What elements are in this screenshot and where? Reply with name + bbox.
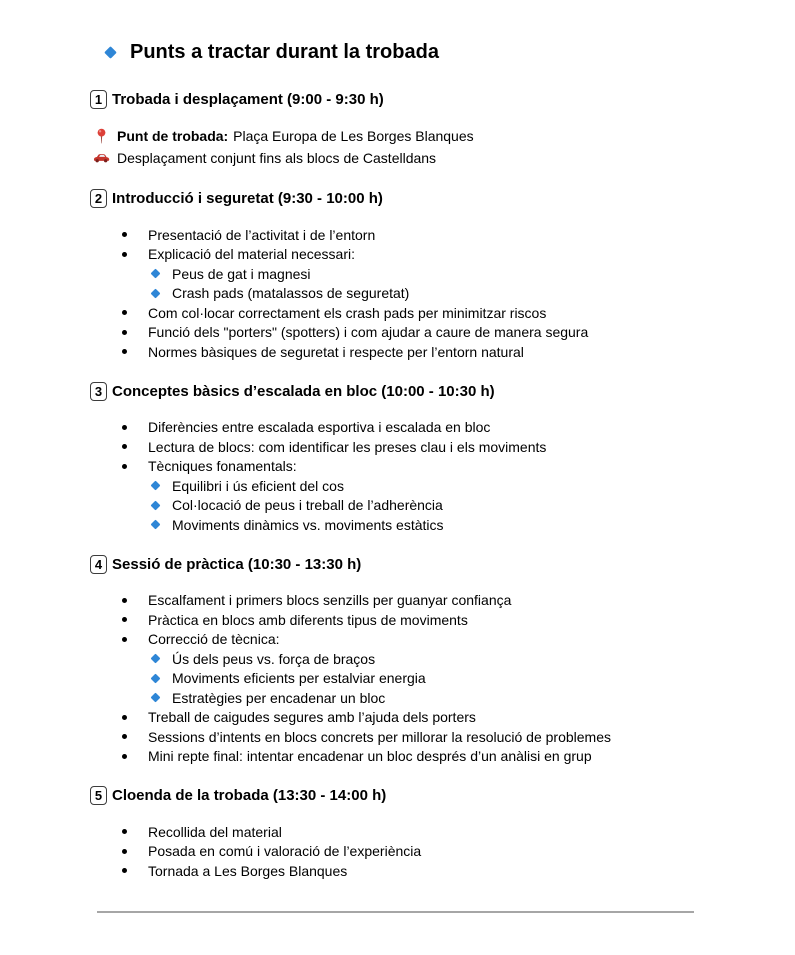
section-heading-text: Sessió de pràctica (10:30 - 13:30 h) bbox=[112, 555, 362, 573]
bullet-list bbox=[90, 822, 700, 881]
list-item bbox=[90, 591, 700, 611]
bullet-dot-icon bbox=[122, 598, 127, 603]
list-item bbox=[90, 264, 700, 284]
list-item bbox=[90, 649, 700, 669]
list-item bbox=[90, 630, 700, 650]
bullet-dot-icon bbox=[122, 464, 127, 469]
section-heading-5 bbox=[90, 786, 700, 805]
list-item bbox=[90, 822, 700, 842]
list-item-text: Recollida del material bbox=[148, 823, 282, 840]
list-item bbox=[90, 515, 700, 535]
list-item bbox=[90, 225, 700, 245]
list-item-text: Lectura de blocs: com identificar les preses clau i els moviments bbox=[148, 438, 547, 455]
bullet-dot-icon bbox=[122, 637, 127, 642]
blue-diamond-icon bbox=[151, 500, 161, 510]
bullet-dot-icon bbox=[122, 330, 127, 335]
keycap-number-icon: 3 bbox=[90, 382, 107, 401]
list-item-text: Col·locació de peus i treball de l’adherència bbox=[172, 497, 443, 514]
list-item-text: Moviments dinàmics vs. moviments estàtics bbox=[172, 516, 444, 533]
list-item bbox=[90, 747, 700, 767]
bullet-dot-icon bbox=[122, 849, 127, 854]
list-item bbox=[90, 245, 700, 265]
list-item-text: Presentació de l’activitat i de l’entorn bbox=[148, 226, 376, 243]
blue-diamond-icon bbox=[151, 481, 161, 491]
section-heading-text: Introducció i seguretat (9:30 - 10:00 h) bbox=[112, 190, 383, 207]
list-item bbox=[90, 688, 700, 708]
list-item-text: Correcció de tècnica: bbox=[148, 631, 280, 648]
bullet-list bbox=[90, 591, 700, 767]
blue-diamond-icon bbox=[151, 288, 161, 298]
list-item bbox=[90, 496, 700, 516]
section-heading-2 bbox=[90, 189, 700, 208]
list-item-text: Tornada a Les Borges Blanques bbox=[148, 862, 348, 879]
list-item bbox=[90, 708, 700, 728]
list-item-text: Escalfament i primers blocs senzills per guanyar confiança bbox=[148, 592, 512, 609]
section-heading-4 bbox=[90, 555, 700, 574]
list-item-text: Diferències entre escalada esportiva i escalada en bloc bbox=[148, 419, 491, 436]
list-item bbox=[90, 323, 700, 343]
bullet-dot-icon bbox=[122, 425, 127, 430]
list-item-text: Pràctica en blocs amb diferents tipus de moviments bbox=[148, 611, 468, 628]
list-item bbox=[90, 125, 700, 147]
bullet-list bbox=[90, 418, 700, 535]
keycap-number-icon: 1 bbox=[90, 90, 107, 109]
list-item-text: Com col·locar correctament els crash pads per minimitzar riscos bbox=[148, 304, 547, 321]
document-title bbox=[90, 40, 700, 64]
bullet-dot-icon bbox=[122, 232, 127, 237]
bullet-dot-icon bbox=[122, 310, 127, 315]
section-heading-text: Conceptes bàsics d’escalada en bloc (10:00 - 10:30 h) bbox=[112, 382, 495, 400]
list-item-text: Crash pads (matalassos de seguretat) bbox=[172, 285, 410, 302]
info-list bbox=[90, 125, 700, 169]
list-item bbox=[90, 842, 700, 862]
keycap-number-icon: 5 bbox=[90, 786, 107, 805]
list-item-text: Mini repte final: intentar encadenar un bloc després d’un anàlisi en grup bbox=[148, 748, 592, 765]
list-item-text: Posada en comú i valoració de l’experiència bbox=[148, 843, 422, 860]
list-item-text: Tècniques fonamentals: bbox=[148, 458, 297, 475]
keycap-number-icon: 2 bbox=[90, 189, 107, 208]
list-item bbox=[90, 342, 700, 362]
list-item bbox=[90, 284, 700, 304]
list-item bbox=[90, 437, 700, 457]
section-heading-3 bbox=[90, 382, 700, 401]
bullet-dot-icon bbox=[122, 349, 127, 354]
list-item bbox=[90, 457, 700, 477]
horizontal-rule bbox=[97, 911, 694, 913]
blue-diamond-icon bbox=[151, 654, 161, 664]
keycap-number-icon: 4 bbox=[90, 555, 107, 574]
list-item bbox=[90, 303, 700, 323]
list-item-text: Moviments eficients per estalviar energia bbox=[172, 670, 426, 687]
list-item-text: Equilibri i ús eficient del cos bbox=[172, 477, 344, 494]
list-item-text: Funció dels "porters" (spotters) i com ajudar a caure de manera segura bbox=[148, 324, 589, 341]
list-item bbox=[90, 669, 700, 689]
bullet-dot-icon bbox=[122, 252, 127, 257]
list-item-text: Ús dels peus vs. força de braços bbox=[172, 650, 376, 667]
section-heading-text: Cloenda de la trobada (13:30 - 14:00 h) bbox=[112, 787, 387, 804]
blue-diamond-icon bbox=[104, 46, 117, 59]
bullet-list bbox=[90, 225, 700, 362]
list-item bbox=[90, 476, 700, 496]
list-item bbox=[90, 861, 700, 881]
blue-diamond-icon bbox=[151, 269, 161, 279]
document-title-text: Punts a tractar durant la trobada bbox=[130, 40, 439, 63]
list-item bbox=[90, 418, 700, 438]
list-item-text: Treball de caigudes segures amb l’ajuda dels porters bbox=[148, 709, 476, 726]
blue-diamond-icon bbox=[151, 673, 161, 683]
bullet-dot-icon bbox=[122, 754, 127, 759]
list-item bbox=[90, 147, 700, 169]
bullet-dot-icon bbox=[122, 868, 127, 873]
pushpin-icon bbox=[93, 128, 110, 145]
list-item bbox=[90, 610, 700, 630]
bullet-dot-icon bbox=[122, 734, 127, 739]
list-item-text: Estratègies per encadenar un bloc bbox=[172, 689, 386, 706]
blue-diamond-icon bbox=[151, 693, 161, 703]
section-heading-text: Trobada i desplaçament (9:00 - 9:30 h) bbox=[112, 91, 384, 108]
list-item bbox=[90, 727, 700, 747]
bullet-dot-icon bbox=[122, 617, 127, 622]
list-item-text: Desplaçament conjunt fins als blocs de Castelldans bbox=[117, 150, 437, 166]
list-item-text: Peus de gat i magnesi bbox=[172, 265, 311, 282]
blue-diamond-icon bbox=[151, 520, 161, 530]
list-item-text: Punt de trobada: Plaça Europa de Les Borges Blanques bbox=[117, 128, 474, 144]
bullet-dot-icon bbox=[122, 715, 127, 720]
car-icon bbox=[93, 153, 110, 163]
list-item-text: Sessions d’intents en blocs concrets per millorar la resolució de problemes bbox=[148, 728, 611, 745]
section-heading-1 bbox=[90, 90, 700, 109]
list-item-text: Explicació del material necessari: bbox=[148, 246, 355, 263]
bullet-dot-icon bbox=[122, 829, 127, 834]
bullet-dot-icon bbox=[122, 444, 127, 449]
list-item-text: Normes bàsiques de seguretat i respecte per l’entorn natural bbox=[148, 343, 524, 360]
